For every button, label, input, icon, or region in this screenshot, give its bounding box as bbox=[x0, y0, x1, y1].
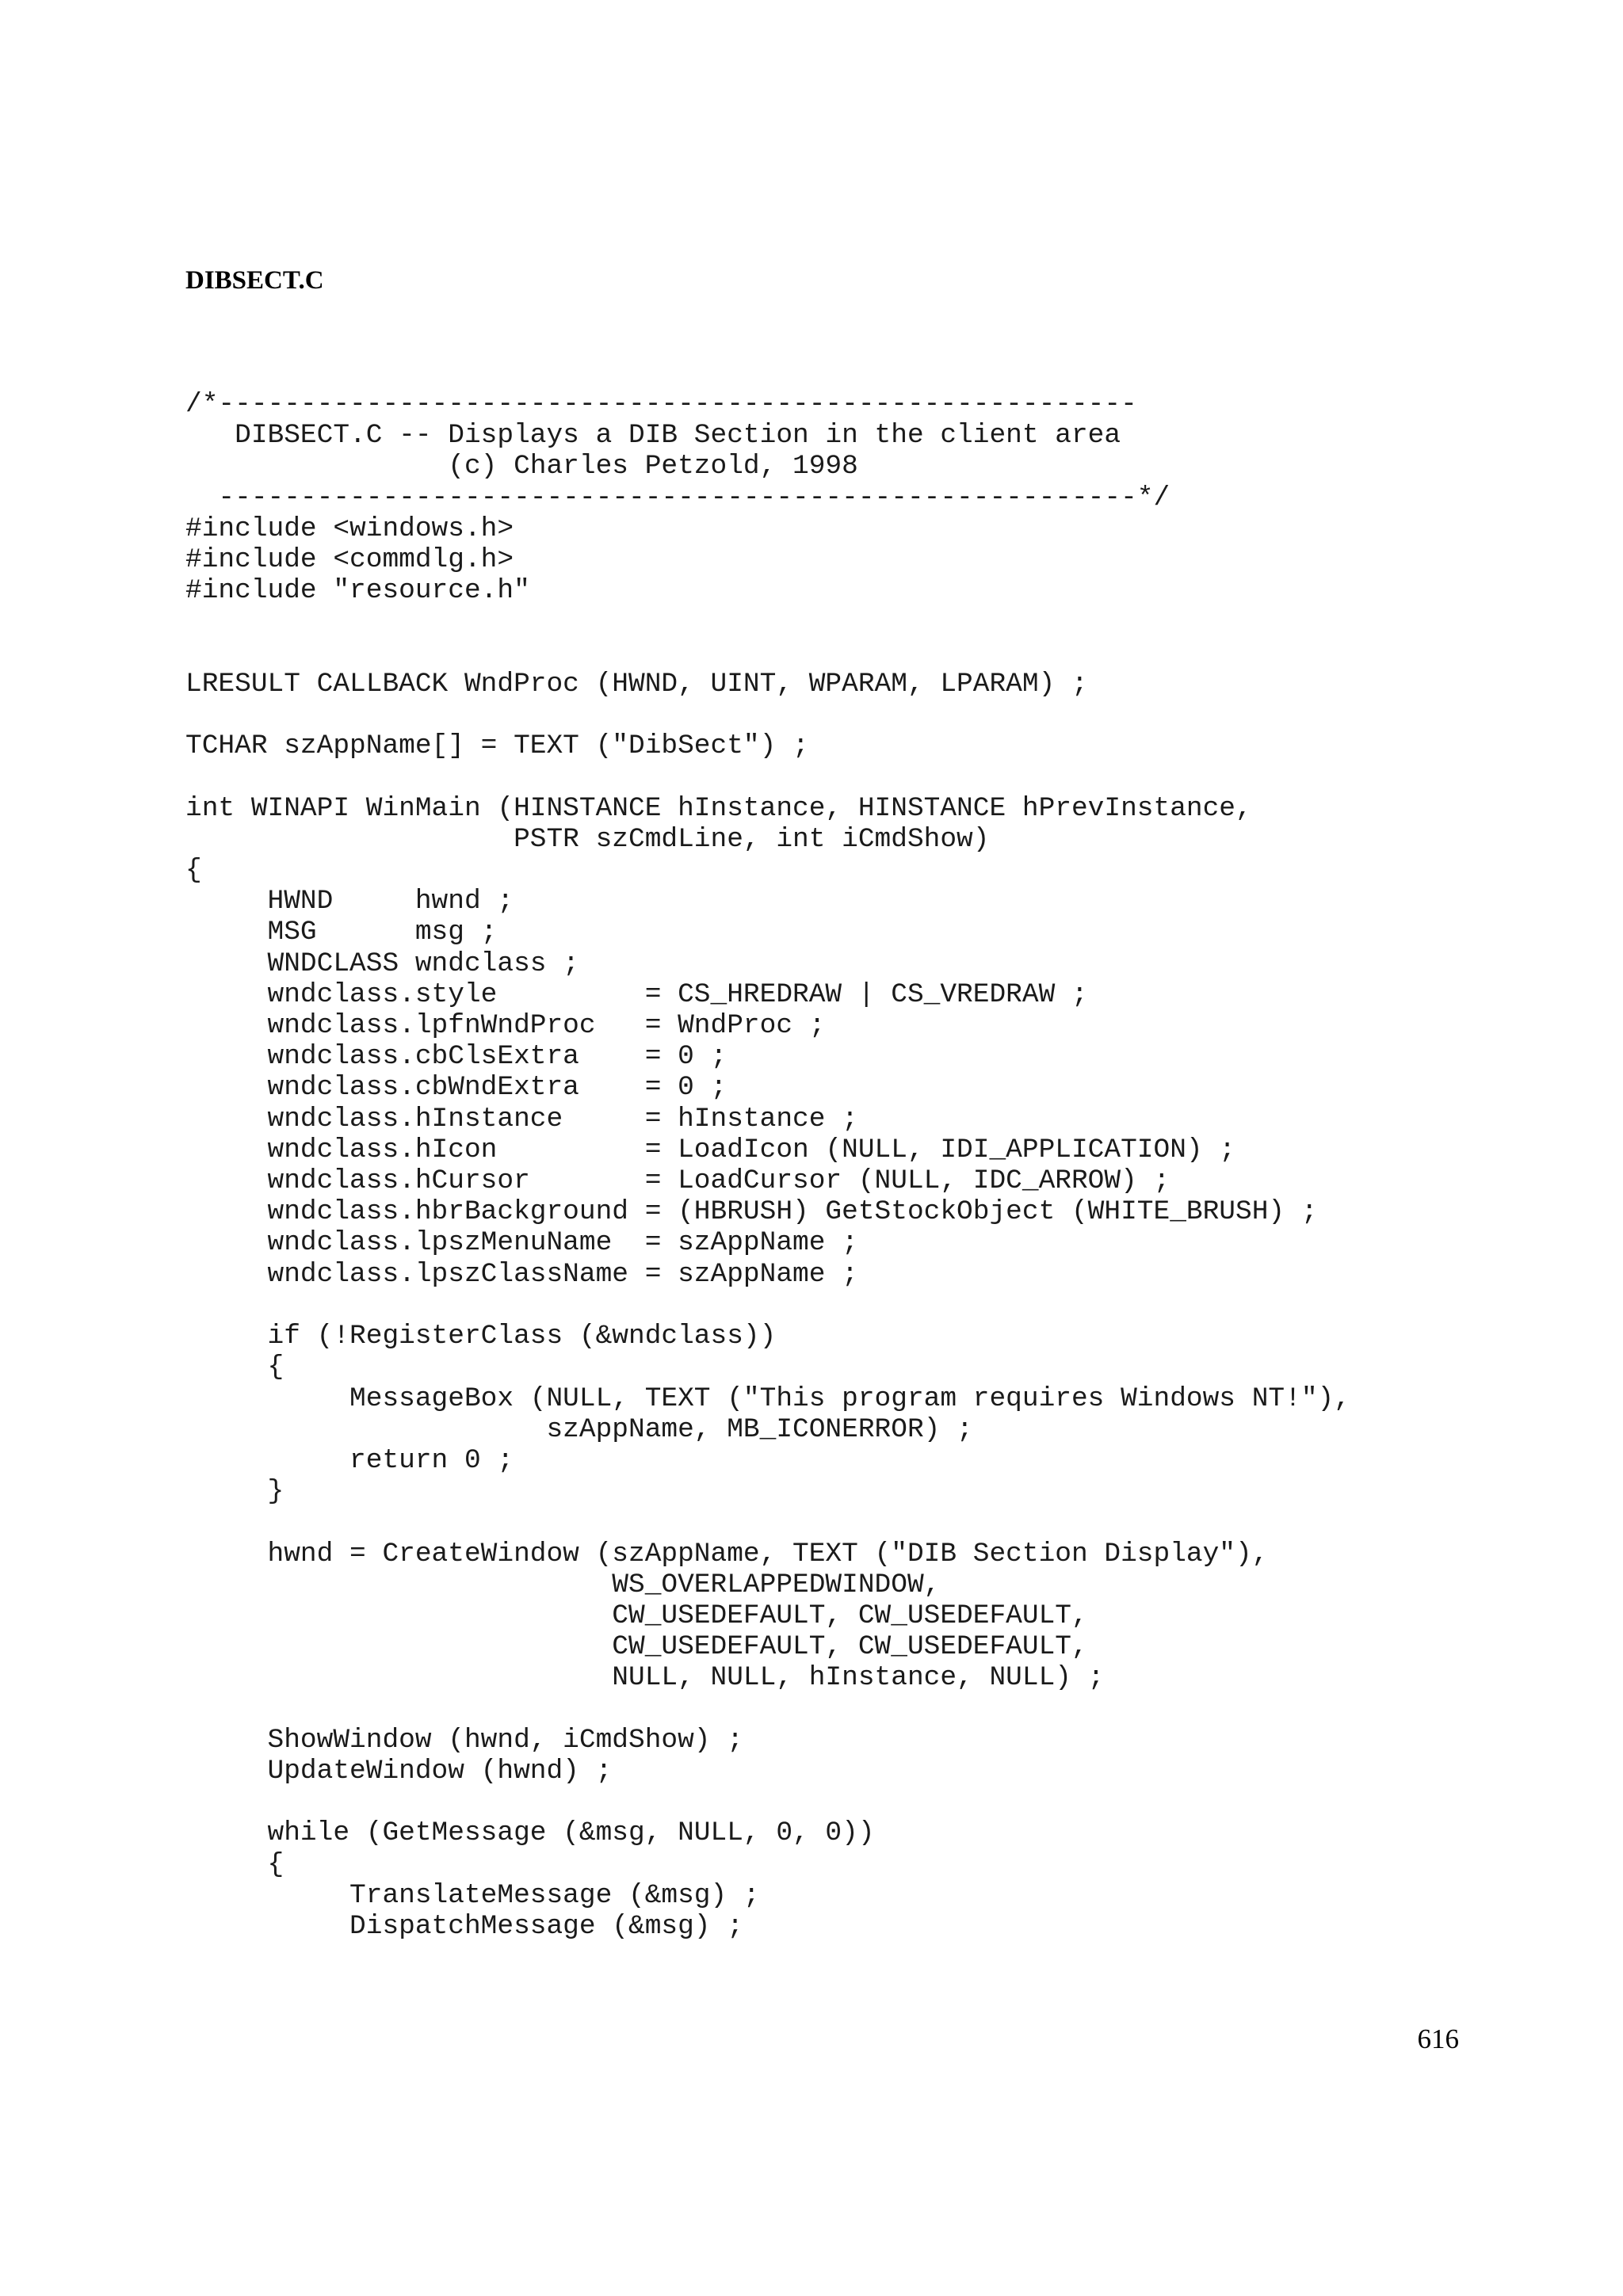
page-number: 616 bbox=[1417, 2023, 1459, 2054]
section-heading: DIBSECT.C bbox=[185, 266, 324, 295]
code-listing: /*-------------------------------------------------------- DIBSECT.C -- Displays a DIB Section in the client area (c) Charles Petzold, 1998 --------------------------------------------------------*/ #include <windows.h> #include <commdlg.h> #include "resource.h" LRESULT CALLBACK WndProc (HWND, UINT, WPARAM, LPARAM) ; TCHAR szAppName[] = TEXT ("DibSect") ; int WINAPI WinMain (HINSTANCE hInstance, HINSTANCE hPrevInstance, PSTR szCmdLine, int iCmdShow) { HWND hwnd ; MSG msg ; WNDCLASS wndclass ; wndclass.style = CS_HREDRAW | CS_VREDRAW ; wndclass.lpfnWndProc = WndProc ; wndclass.cbClsExtra = 0 ; wndclass.cbWndExtra = 0 ; wndclass.hInstance = hInstance ; wndclass.hIcon = LoadIcon (NULL, IDI_APPLICATION) ; wndclass.hCursor = LoadCursor (NULL, IDC_ARROW) ; wndclass.hbrBackground = (HBRUSH) GetStockObject (WHITE_BRUSH) ; wndclass.lpszMenuName = szAppName ; wndclass.lpszClassName = szAppName ; if (!RegisterClass (&wndclass)) { MessageBox (NULL, TEXT ("This program requires Windows NT!"), szAppName, MB_ICONERROR) ; return 0 ; } hwnd = CreateWindow (szAppName, TEXT ("DIB Section Display"), WS_OVERLAPPEDWINDOW, CW_USEDEFAULT, CW_USEDEFAULT, CW_USEDEFAULT, CW_USEDEFAULT, NULL, NULL, hInstance, NULL) ; ShowWindow (hwnd, iCmdShow) ; UpdateWindow (hwnd) ; while (GetMessage (&msg, NULL, 0, 0)) { TranslateMessage (&msg) ; DispatchMessage (&msg) ; bbox=[185, 389, 1350, 1942]
